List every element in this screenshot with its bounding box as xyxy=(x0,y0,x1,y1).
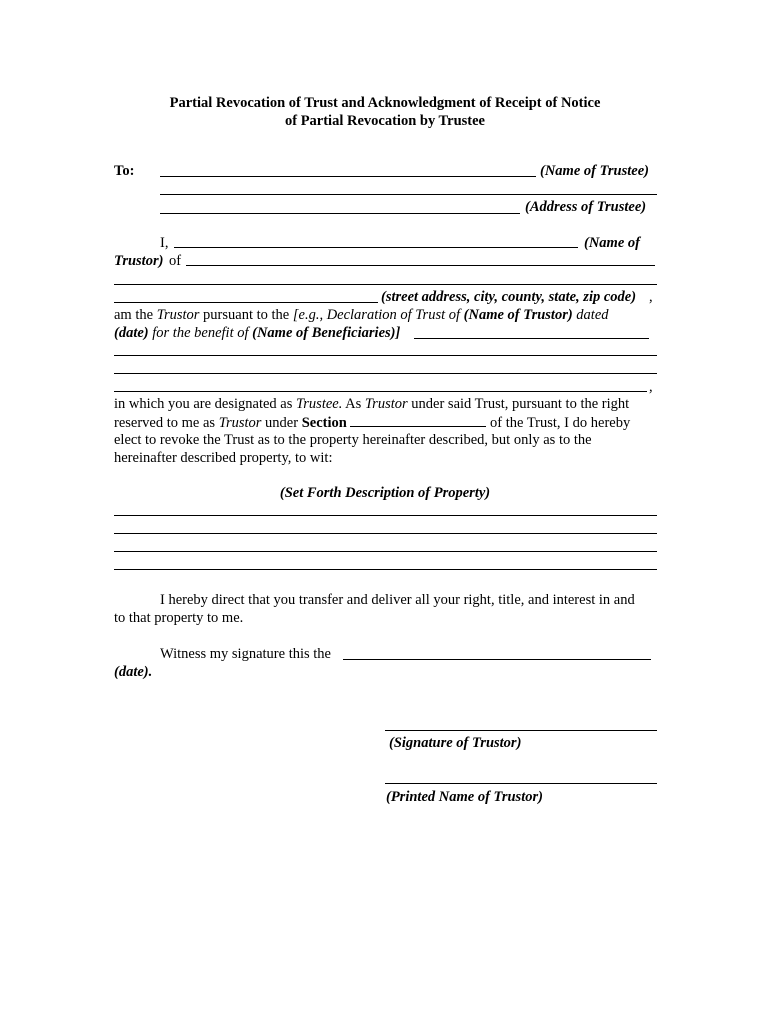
trustee-address-blank-1[interactable] xyxy=(160,194,657,195)
witness-text: Witness my signature this the xyxy=(160,646,331,662)
for-the-benefit-of-text: for the benefit of xyxy=(152,325,249,341)
trustor-address-blank-1[interactable] xyxy=(186,265,655,266)
designated-line xyxy=(114,395,629,413)
name-of-beneficiaries-label: (Name of Beneficiaries)] xyxy=(252,325,401,341)
name-of-label: (Name of xyxy=(584,235,640,251)
as-text: As xyxy=(345,396,362,412)
direction-line1: I hereby direct that you transfer and deliver all your right, title, and interest in and xyxy=(160,592,635,608)
trustor-name-blank[interactable] xyxy=(174,247,578,248)
trustor-italic-3: Trustor xyxy=(218,415,262,431)
property-blank-2[interactable] xyxy=(114,533,657,534)
document-title-line1: Partial Revocation of Trust and Acknowledgment of Receipt of Notice xyxy=(169,95,601,111)
signature-blank[interactable] xyxy=(385,730,657,731)
reserved-text: reserved to me as xyxy=(114,415,216,431)
benefit-line xyxy=(114,324,400,342)
beneficiaries-blank-4[interactable] xyxy=(114,391,647,392)
witness-date-blank[interactable] xyxy=(343,659,651,660)
hereinafter-line: hereinafter described property, to wit: xyxy=(114,450,333,466)
under-text: under xyxy=(265,415,299,431)
in-which-text: in which you are designated as xyxy=(114,396,293,412)
trustee-address-blank-2[interactable] xyxy=(160,213,520,214)
beneficiaries-blank-1[interactable] xyxy=(414,338,649,339)
property-blank-3[interactable] xyxy=(114,551,657,552)
i-prefix: I, xyxy=(160,235,169,251)
to-label: To: xyxy=(114,163,135,179)
property-blank-4[interactable] xyxy=(114,569,657,570)
trustor-italic-2: Trustor xyxy=(364,396,408,412)
document-title-line2: of Partial Revocation by Trustee xyxy=(284,113,485,129)
name-of-trustor-label: (Name of Trustor) xyxy=(463,307,573,323)
beneficiaries-comma: , xyxy=(649,379,653,395)
of-the-trust-text: of the Trust, I do hereby xyxy=(490,415,631,431)
beneficiaries-blank-2[interactable] xyxy=(114,355,657,356)
dated-text: dated xyxy=(576,307,609,323)
trustor-address-blank-2[interactable] xyxy=(114,284,657,285)
am-the-line xyxy=(114,306,609,324)
eg-declaration-text: [e.g., Declaration of Trust of xyxy=(292,307,461,323)
of-word: of xyxy=(169,253,182,269)
date-label: (date) xyxy=(114,325,149,341)
street-address-comma: , xyxy=(649,289,653,305)
printed-name-of-trustor-label: (Printed Name of Trustor) xyxy=(386,789,543,805)
trustee-name-blank[interactable] xyxy=(160,176,536,177)
am-the-text: am the xyxy=(114,307,154,323)
under-said-trust-text: under said Trust, pursuant to the right xyxy=(411,396,630,412)
property-blank-1[interactable] xyxy=(114,515,657,516)
pursuant-text: pursuant to the xyxy=(203,307,290,323)
property-description-heading: (Set Forth Description of Property) xyxy=(279,485,491,501)
signature-of-trustor-label: (Signature of Trustor) xyxy=(389,735,522,751)
beneficiaries-blank-3[interactable] xyxy=(114,373,657,374)
reserved-line xyxy=(114,413,630,432)
address-of-trustee-label: (Address of Trustee) xyxy=(525,199,647,215)
witness-date-label: (date). xyxy=(114,664,153,680)
trustor-label: Trustor) xyxy=(114,253,164,269)
street-address-label: (street address, city, county, state, zip code) xyxy=(381,289,637,305)
trustee-italic: Trustee. xyxy=(296,396,343,412)
trustor-italic: Trustor xyxy=(156,307,200,323)
section-label: Section xyxy=(301,415,347,431)
printed-name-blank[interactable] xyxy=(385,783,657,784)
direction-line2: to that property to me. xyxy=(114,610,244,626)
elect-line: elect to revoke the Trust as to the property hereinafter described, but only as to the xyxy=(114,432,592,448)
name-of-trustee-label: (Name of Trustee) xyxy=(540,163,649,179)
trustor-address-blank-3[interactable] xyxy=(114,302,378,303)
section-number-blank[interactable] xyxy=(350,413,486,427)
